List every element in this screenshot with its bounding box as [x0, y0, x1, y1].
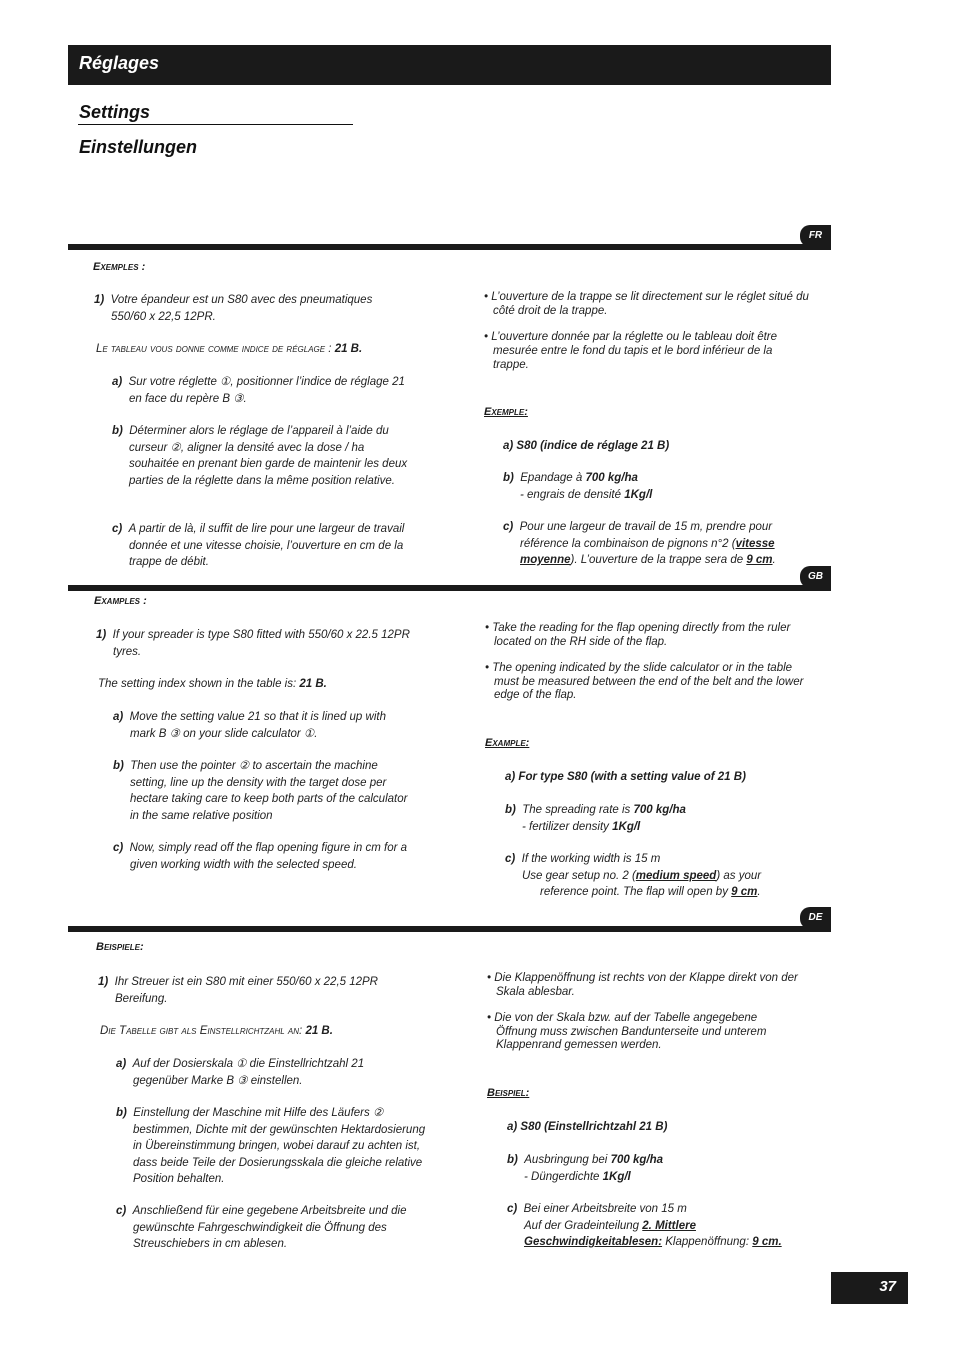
fr-heading: Exemples :	[93, 261, 146, 273]
page-title: Réglages	[79, 53, 160, 73]
de-bullet-1: • Die Klappenöffnung ist rechts von der Klappe direkt von der Skala ablesbar.	[487, 972, 798, 998]
gb-step-b: b) Then use the pointer ② to ascertain the machine setting, line up the density with the target dose per hectare taking care to keep both parts of the calculator in the same relative position	[113, 760, 408, 822]
lang-tab-fr: FR	[800, 225, 831, 247]
de-index-line: Die Tabelle gibt als Einstellrichtzahl an: 21 B.	[100, 1025, 333, 1037]
fr-item-1: 1) Votre épandeur est un S80 avec des pneumatiques 550/60 x 22,5 12PR.	[94, 294, 373, 323]
title-rule	[78, 124, 353, 125]
section-rule-gb	[68, 585, 831, 591]
de-example-a: a) S80 (Einstellrichtzahl 21 B)	[507, 1121, 668, 1133]
gb-index-line: The setting index shown in the table is: 21 B.	[98, 678, 327, 690]
de-example-heading: Beispiel:	[487, 1087, 530, 1099]
gb-heading: Examples :	[94, 595, 147, 607]
de-example-c: c) Bei einer Arbeitsbreite von 15 m Auf der Gradeinteilung 2. Mittlere Geschwindigkeitablesen: Klappenöffnung: 9 cm.	[507, 1203, 782, 1248]
lang-tab-gb: GB	[800, 566, 831, 588]
page-number-box	[831, 1272, 908, 1304]
de-step-a: a) Auf der Dosierskala ① die Einstellrichtzahl 21 gegenüber Marke B ③ einstellen.	[116, 1058, 365, 1087]
page-number: 37	[879, 1278, 896, 1295]
de-example-b: b) Ausbringung bei 700 kg/ha - Düngerdichte 1Kg/l	[507, 1154, 663, 1183]
subtitle-einstellungen: Einstellungen	[79, 137, 198, 157]
section-rule-de	[68, 926, 831, 932]
fr-bullet-2: • L’ouverture donnée par la réglette ou le tableau doit être mesurée entre le fond du tapis et le bord inférieur de la trappe.	[484, 331, 778, 371]
de-item-1: 1) Ihr Streuer ist ein S80 mit einer 550/60 x 22,5 12PR Bereifung.	[98, 976, 378, 1005]
fr-example-b: b) Epandage à 700 kg/ha - engrais de densité 1Kg/l	[503, 472, 653, 501]
header-bar	[68, 45, 831, 85]
gb-example-b: b) The spreading rate is 700 kg/ha - fertilizer density 1Kg/l	[505, 804, 686, 833]
fr-step-a: a) Sur votre réglette ①, positionner l’indice de réglage 21 en face du repère B ③.	[112, 376, 405, 405]
gb-item-1: 1) If your spreader is type S80 fitted with 550/60 x 22.5 12PR tyres.	[96, 629, 410, 658]
lang-tab-de: DE	[800, 907, 831, 929]
gb-bullet-1: • Take the reading for the flap opening directly from the ruler located on the RH side of the flap.	[485, 622, 791, 648]
fr-example-a: a) S80 (indice de réglage 21 B)	[503, 440, 670, 452]
fr-example-c: c) Pour une largeur de travail de 15 m, prendre pour référence la combinaison de pignons n°2 (vitesse moyenne). L’ouverture de la trappe sera de 9 cm.	[503, 521, 776, 566]
fr-step-b: b) Déterminer alors le réglage de l’appareil à l’aide du curseur ②, aligner la densité avec la dose / ha souhaitée en prenant bien garde de maintenir les deux parties de la réglette dans la même position relative.	[112, 425, 408, 487]
gb-example-c: c) If the working width is 15 m Use gear setup no. 2 (medium speed) as your reference point. The flap will open by 9 cm.	[505, 853, 762, 898]
fr-example-heading: Exemple:	[484, 406, 528, 418]
de-step-c: c) Anschließend für eine gegebene Arbeitsbreite und die gewünschte Fahrgeschwindigkeit die Öffnung des Streuschiebers in cm ablesen.	[116, 1205, 407, 1250]
de-step-b: b) Einstellung der Maschine mit Hilfe des Läufers ② bestimmen, Dichte mit der gewünschten Hektardosierung in Übereinstimmung bringen, wobei darauf zu achten ist, dass beide Teile der Dosierungsskala die gleiche relative Position behalten.	[116, 1107, 426, 1185]
section-rule-fr	[68, 244, 831, 250]
de-bullet-2: • Die von der Skala bzw. auf der Tabelle angegebene Öffnung muss zwischen Bandunterseite und unterem Klappenrand gemessen werden.	[487, 1012, 767, 1051]
fr-step-c: c) A partir de là, il suffit de lire pour une largeur de travail donnée et une vitesse choisie, l’ouverture en cm de la trappe de débit.	[112, 523, 405, 568]
gb-example-a: a) For type S80 (with a setting value of 21 B)	[505, 771, 746, 783]
gb-bullet-2: • The opening indicated by the slide calculator or in the table must be measured between the end of the belt and the lower edge of the flap.	[485, 662, 804, 701]
de-heading: Beispiele:	[96, 941, 144, 953]
subtitle-settings: Settings	[79, 102, 151, 122]
gb-step-c: c) Now, simply read off the flap opening figure in cm for a given working width with the selected speed.	[113, 842, 408, 871]
fr-bullet-1: • L’ouverture de la trappe se lit directement sur le réglet situé du côté droit de la trappe.	[484, 291, 809, 317]
gb-step-a: a) Move the setting value 21 so that it is lined up with mark B ③ on your slide calculator ①.	[113, 711, 386, 740]
gb-example-heading: Example:	[485, 737, 530, 749]
fr-index-line: Le tableau vous donne comme indice de réglage : 21 B.	[96, 343, 363, 355]
